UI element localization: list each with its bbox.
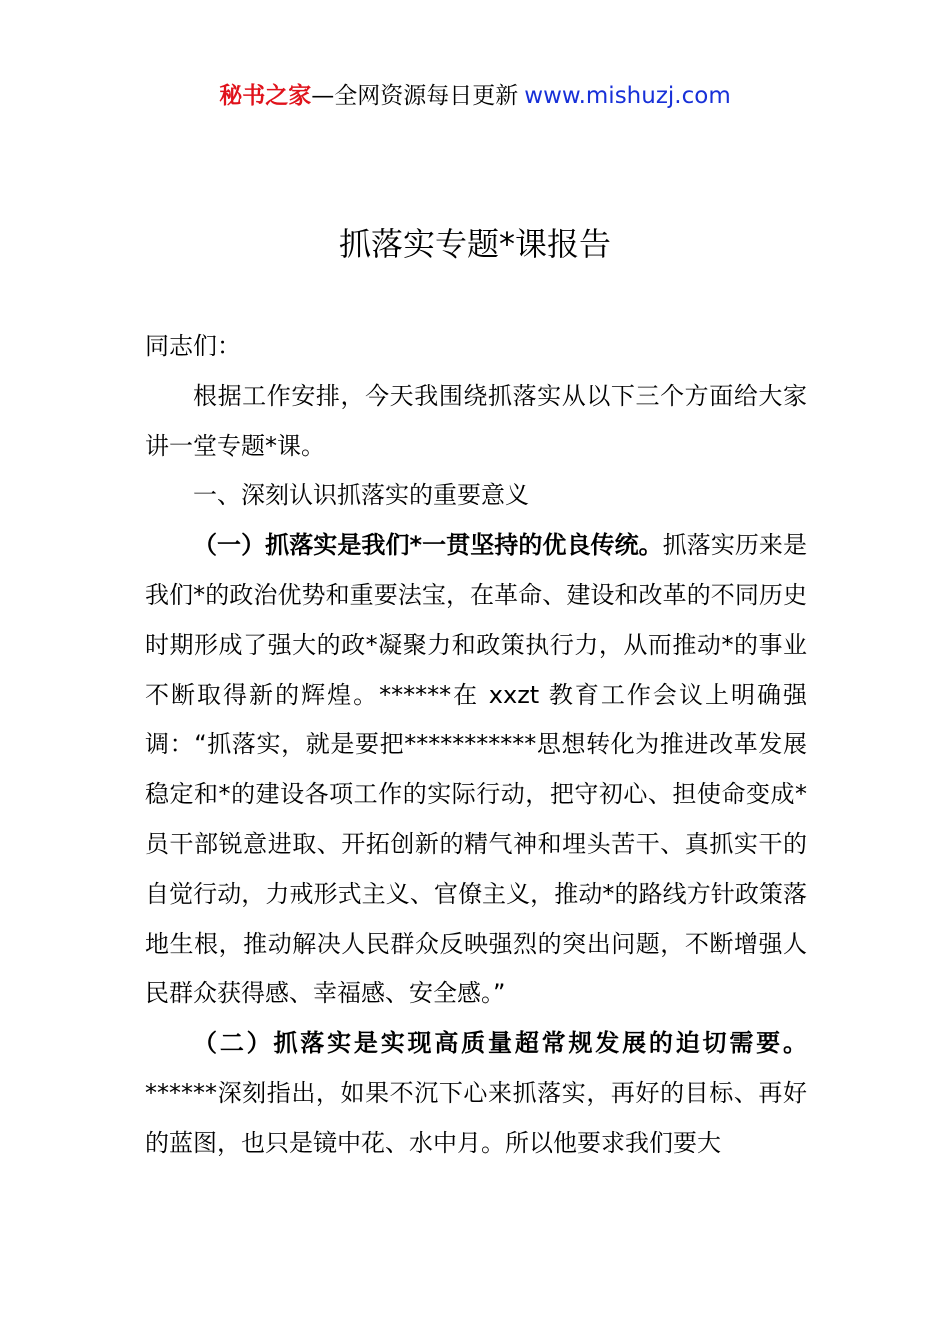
point-2-paragraph (145, 1019, 807, 1168)
point-2-body: ******深刻指出，如果不沉下心来抓落实，再好的目标、再好的蓝图，也只是镜中花、水中月。所以他要求我们要大 (145, 1078, 807, 1157)
site-header (0, 80, 950, 112)
document-title: 抓落实专题*课报告 (338, 225, 611, 263)
point-2-heading: （二）抓落实是实现高质量超常规发展的迫切需要。 (193, 1029, 807, 1058)
brand-name: 秘书之家 (219, 83, 312, 109)
site-url-link[interactable]: www.mishuzj.com (524, 83, 731, 109)
intro-paragraph: 根据工作安排，今天我围绕抓落实从以下三个方面给大家讲一堂专题*课。 (145, 381, 807, 460)
point-1-heading: （一）抓落实是我们*一贯坚持的优良传统。 (193, 531, 663, 560)
header-tagline: —全网资源每日更新 (311, 83, 519, 109)
point-1-body: 抓落实历来是我们*的政治优势和重要法宝，在革命、建设和改革的不同历史时期形成了强大的政*凝聚力和政策执行力，从而推动*的事业不断取得新的辉煌。******在 xxzt 教育工作会议上明确强调：“抓落实，就是要把***********思想转化为推进改革发展稳定和*的建设各项工作的实际行动，把守初心、担使命变成*员干部锐意进取、开拓创新的精气神和埋头苦干、真抓实干的自觉行动，力戒形式主义、官僚主义，推动*的路线方针政策落地生根，推动解决人民群众反映强烈的突出问题，不断增强人民群众获得感、幸福感、安全感。” (145, 531, 807, 1008)
document-body (145, 322, 807, 1169)
salutation: 同志们： (145, 332, 241, 360)
point-1-paragraph (145, 521, 807, 1019)
section-heading-1: 一、深刻认识抓落实的重要意义 (193, 481, 529, 510)
